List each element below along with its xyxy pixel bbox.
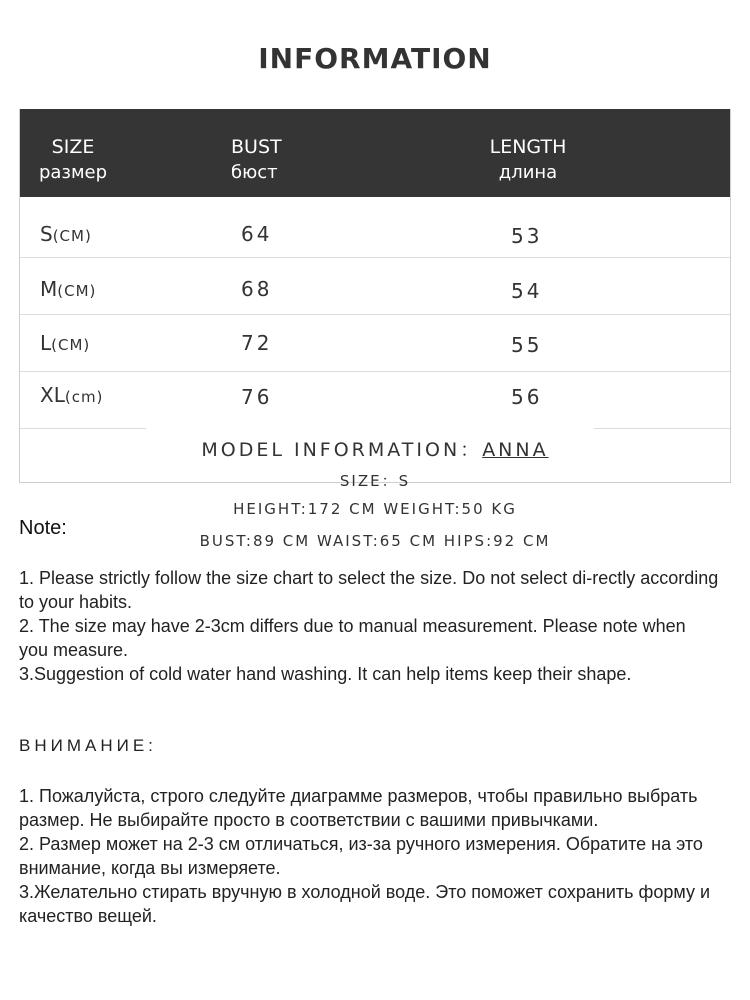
ru-note-list bbox=[19, 784, 719, 928]
ru-note-item: 3.Желательно стирать вручную в холодной воде. Это поможет сохранить форму и качество вещей. bbox=[19, 882, 711, 926]
header-length-ru: длина bbox=[498, 162, 558, 183]
header-bust bbox=[231, 135, 282, 185]
length-cell: 56 bbox=[511, 385, 543, 409]
table-row bbox=[20, 257, 730, 315]
note-list bbox=[19, 566, 719, 686]
size-cell: XL(cm) bbox=[40, 383, 104, 407]
table-header bbox=[19, 109, 731, 197]
bust-cell: 68 bbox=[241, 277, 273, 301]
size-cell: L(CM) bbox=[40, 331, 91, 355]
header-size-en: SIZE bbox=[51, 136, 95, 158]
model-heading bbox=[0, 435, 750, 462]
table-row bbox=[20, 200, 730, 258]
page-title: INFORMATION bbox=[258, 42, 492, 75]
model-height-weight: HEIGHT:172 CM WEIGHT:50 KG bbox=[233, 500, 517, 518]
model-heading-label: MODEL INFORMATION： bbox=[201, 439, 483, 461]
ru-note-item: 1. Пожалуйста, строго следуйте диаграмме размеров, чтобы правильно выбрать размер. Не выбирайте просто в соответствии с вашими привычками. bbox=[19, 786, 698, 830]
header-bust-en: BUST bbox=[231, 136, 282, 158]
table-row bbox=[20, 314, 730, 372]
bust-cell: 76 bbox=[241, 385, 273, 409]
bust-cell: 72 bbox=[241, 331, 273, 355]
model-size: SIZE：S bbox=[339, 472, 411, 490]
note-item: 2. The size may have 2-3cm differs due to manual measurement. Please note when you measure. bbox=[19, 616, 686, 660]
length-cell: 55 bbox=[511, 333, 543, 357]
model-measurements: BUST:89 CM WAIST:65 CM HIPS:92 CM bbox=[199, 532, 551, 550]
header-bust-ru: бюст bbox=[231, 162, 278, 183]
header-size bbox=[37, 135, 109, 185]
size-cell: M(CM) bbox=[40, 277, 97, 301]
length-cell: 54 bbox=[511, 279, 543, 303]
ru-note-item: 2. Размер может на 2-3 см отличаться, из-за ручного измерения. Обратите на это внимание, когда вы измеряете. bbox=[19, 834, 703, 878]
header-size-ru: размер bbox=[38, 162, 108, 183]
header-length-en: LENGTH bbox=[489, 136, 567, 158]
note-title: Note: bbox=[19, 517, 67, 539]
size-cell: S(CM) bbox=[40, 222, 92, 246]
bust-cell: 64 bbox=[241, 222, 273, 246]
model-name: ANNA bbox=[482, 439, 549, 461]
note-item: 1. Please strictly follow the size chart to select the size. Do not select di-rectly according to your habits. bbox=[19, 568, 719, 612]
note-item: 3.Suggestion of cold water hand washing. It can help items keep their shape. bbox=[19, 664, 632, 684]
length-cell: 53 bbox=[511, 224, 543, 248]
header-length bbox=[484, 135, 572, 185]
ru-note-title: ВНИМАНИЕ: bbox=[19, 736, 157, 755]
